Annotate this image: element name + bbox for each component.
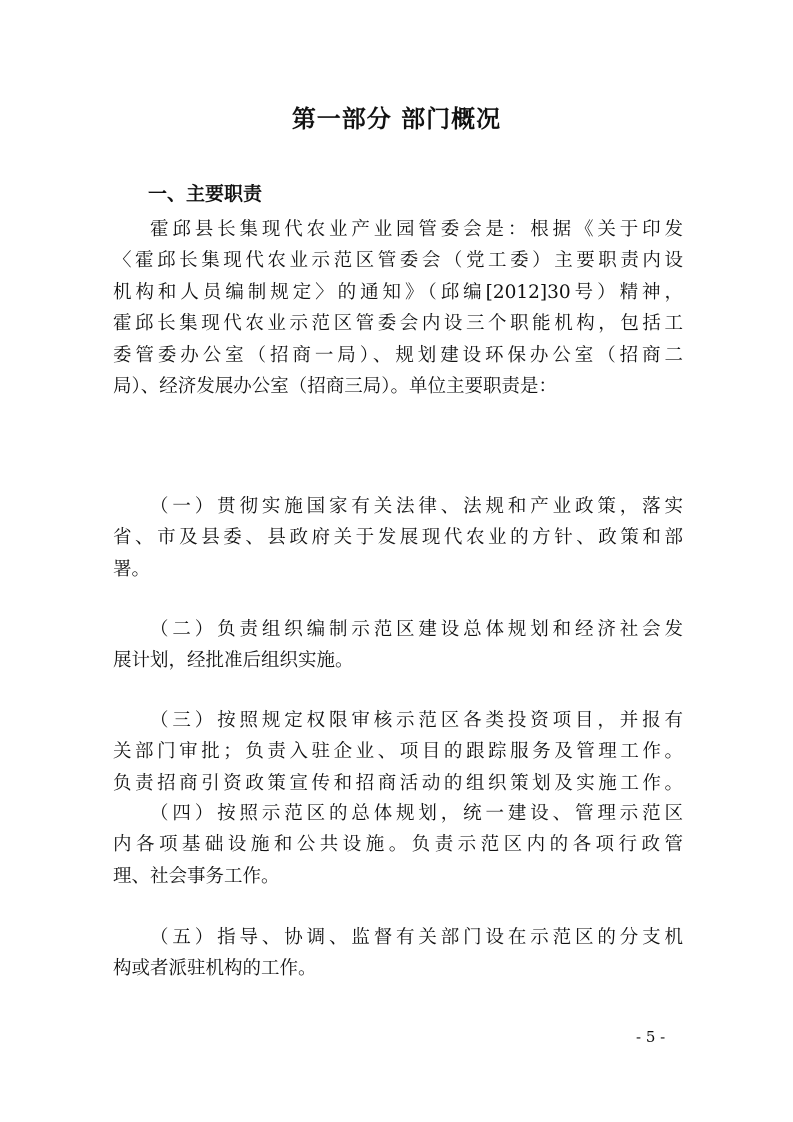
page-number: - 5 -	[636, 1028, 666, 1046]
paragraph-duty-4	[113, 798, 683, 892]
paragraph-intro	[113, 214, 683, 402]
text-line: 委管委办公室（招商一局）、规划建设环保办公室（招商二	[113, 344, 683, 366]
text-line: （三）按照规定权限审核示范区各类投资项目，并报有	[150, 710, 683, 731]
text-line: 局）、经济发展办公室（招商三局）。单位主要职责是：	[113, 375, 558, 397]
text-line: 机构和人员编制规定〉的通知》（邱编[2012]30号）精神，	[113, 281, 683, 303]
text-line: 理、社会事务工作。	[113, 865, 280, 887]
text-line: 构或者派驻机构的工作。	[113, 958, 317, 980]
text-line: 内各项基础设施和公共设施。负责示范区内的各项行政管	[113, 834, 683, 856]
paragraph-duty-5	[113, 922, 683, 985]
text-line: （四）按照示范区的总体规划，统一建设、管理示范区	[150, 803, 683, 824]
text-line: （二）负责组织编制示范区建设总体规划和经济社会发	[150, 619, 683, 640]
text-line: 负责招商引资政策宣传和招商活动的组织策划及实施工作。	[113, 772, 683, 794]
text-line: 关部门审批；负责入驻企业、项目的跟踪服务及管理工作。	[113, 741, 683, 763]
text-line: 展计划，经批准后组织实施。	[113, 650, 354, 672]
paragraph-duty-2	[113, 614, 683, 677]
text-line: （一）贯彻实施国家有关法律、法规和产业政策，落实	[150, 496, 683, 517]
text-line: 省、市及县委、县政府关于发展现代农业的方针、政策和部	[113, 527, 683, 549]
paragraph-duty-1	[113, 491, 683, 585]
text-line: 霍邱县长集现代农业产业园管委会是：根据《关于印发	[150, 219, 683, 240]
page-title: 第一部分 部门概况	[291, 105, 502, 133]
text-line: （五）指导、协调、监督有关部门设在示范区的分支机	[150, 927, 683, 948]
text-line: 署。	[113, 558, 151, 580]
text-line: 霍邱长集现代农业示范区管委会内设三个职能机构，包括工	[113, 313, 683, 335]
text-line: 〈霍邱长集现代农业示范区管委会（党工委）主要职责内设	[113, 250, 683, 272]
section-heading: 一、主要职责	[148, 183, 263, 205]
paragraph-duty-3	[113, 705, 683, 799]
